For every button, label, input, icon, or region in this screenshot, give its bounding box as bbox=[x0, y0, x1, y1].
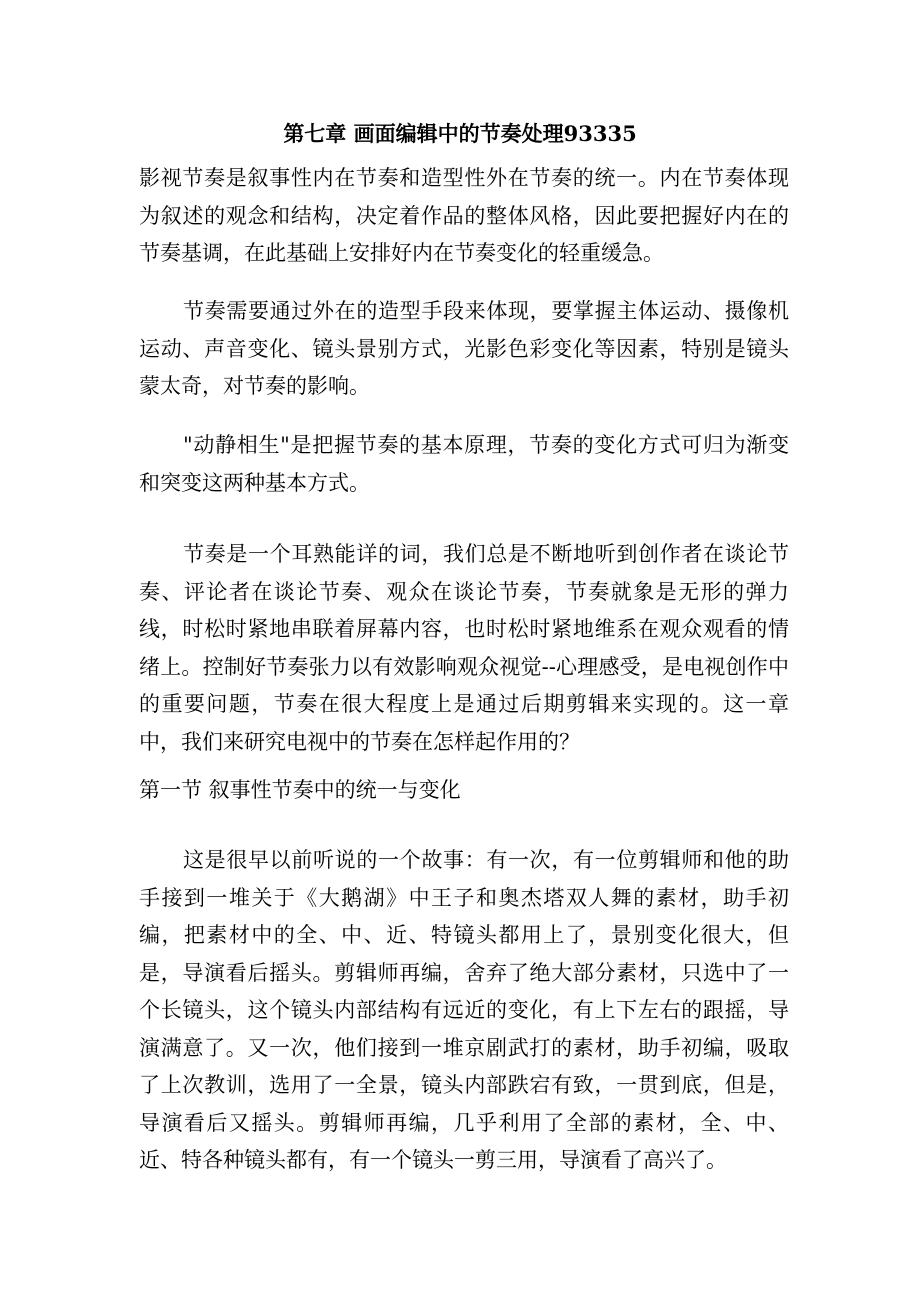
paragraph-rhythm-discussion: 节奏是一个耳熟能详的词，我们总是不断地听到创作者在谈论节奏、评论者在谈论节奏、观众在谈论节奏，节奏就象是无形的弹力线，时松时紧地串联着屏幕内容，也时松时紧地维系在观众观看的情绪上。控制好节奏张力以有效影响观众视觉--心理感受，是电视创作中的重要问题，节奏在很大程度上是通过后期剪辑来实现的。这一章中，我们来研究电视中的节奏在怎样起作用的？ bbox=[139, 542, 789, 754]
paragraph-story: 这是很早以前听说的一个故事：有一次，有一位剪辑师和他的助手接到一堆关于《大鹅湖》中王子和奥杰塔双人舞的素材，助手初编，把素材中的全、中、近、特镜头都用上了，景别变化很大，但是，导演看后摇头。剪辑师再编，舍弃了绝大部分素材，只选中了一个长镜头，这个镜头内部结构有远近的变化，有上下左右的跟摇，导演满意了。又一次，他们接到一堆京剧武打的素材，助手初编，吸取了上次教训，选用了一全景，镜头内部跌宕有致，一贯到底，但是，导演看后又摇头。剪辑师再编，几乎利用了全部的素材，全、中、近、特各种镜头都有，有一个镜头一剪三用，导演看了高兴了。 bbox=[139, 848, 789, 1172]
paragraph-principle: "动静相生"是把握节奏的基本原理，节奏的变化方式可归为渐变和突变这两种基本方式。 bbox=[139, 433, 789, 495]
paragraph-external-rhythm: 节奏需要通过外在的造型手段来体现，要掌握主体运动、摄像机运动、声音变化、镜头景别方式，光影色彩变化等因素，特别是镜头蒙太奇，对节奏的影响。 bbox=[139, 299, 789, 398]
section-heading: 第一节 叙事性节奏中的统一与变化 bbox=[139, 778, 461, 802]
chapter-title: 第七章 画面编辑中的节奏处理93335 bbox=[283, 121, 637, 146]
paragraph-intro: 影视节奏是叙事性内在节奏和造型性外在节奏的统一。内在节奏体现为叙述的观念和结构，决定着作品的整体风格，因此要把握好内在的节奏基调，在此基础上安排好内在节奏变化的轻重缓急。 bbox=[139, 166, 789, 265]
